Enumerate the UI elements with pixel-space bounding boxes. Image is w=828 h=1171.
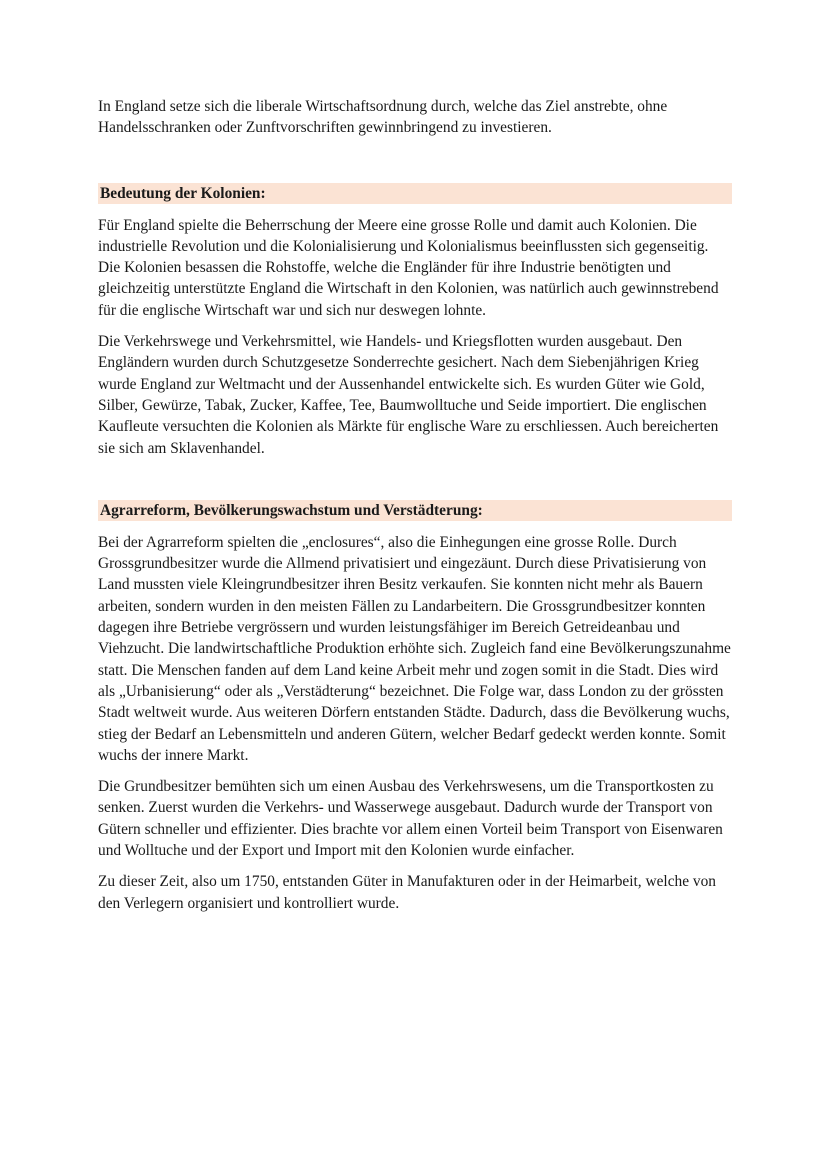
section-heading: Bedeutung der Kolonien: [98, 183, 732, 204]
section-agrarreform [98, 500, 732, 914]
section-kolonien [98, 183, 732, 459]
body-paragraph: Die Verkehrswege und Verkehrsmittel, wie Handels- und Kriegsflotten wurden ausgebaut. Den Engländern wurden durch Schutzgesetze Sonderrechte gesichert. Nach dem Siebenjährigen Krieg wurde England zur Weltmacht und der Aussenhandel entwickelte sich. Es wurden Güter wie Gold, Silber, Gewürze, Tabak, Zucker, Kaffee, Tee, Baumwolltuche und Seide importiert. Die englischen Kaufleute versuchten die Kolonien als Märkte für englische Ware zu erschliessen. Auch bereicherten sie sich am Sklavenhandel. [98, 333, 719, 457]
body-paragraph: Die Grundbesitzer bemühten sich um einen Ausbau des Verkehrswesens, um die Transportkosten zu senken. Zuerst wurden die Verkehrs- und Wasserwege ausgebaut. Dadurch wurde der Transport von Gütern schneller und effizienter. Dies brachte vor allem einen Vorteil beim Transport von Eisenwaren und Wolltuche und der Export und Import mit den Kolonien wurde einfacher. [98, 778, 723, 860]
document-page [98, 96, 732, 914]
body-paragraph: Zu dieser Zeit, also um 1750, entstanden Güter in Manufakturen oder in der Heimarbeit, welche von den Verlegern organisiert und kontrolliert wurde. [98, 873, 717, 912]
section-heading: Agrarreform, Bevölkerungswachstum und Verstädterung: [98, 500, 732, 521]
body-paragraph: Bei der Agrarreform spielten die „enclosures“, also die Einhegungen eine grosse Rolle. Durch Grossgrundbesitzer wurde die Allmend privatisiert und eingezäunt. Durch diese Privatisierung von Land mussten viele Kleingrundbesitzer ihren Besitz verkaufen. Sie konnten nicht mehr als Bauern arbeiten, sondern wurden in den meisten Fällen zu Landarbeitern. Die Grossgrundbesitzer konnten dagegen ihre Betriebe vergrössern und wurden leistungsfähiger im Bereich Getreideanbau und Viehzucht. Die landwirtschaftliche Produktion erhöhte sich. Zugleich fand eine Bevölkerungszunahme statt. Die Menschen fanden auf dem Land keine Arbeit mehr und zogen somit in die Stadt. Dies wird als „Urbanisierung“ oder als „Verstädterung“ bezeichnet. Die Folge war, dass London zu der grössten Stadt weltweit wurde. Aus weiteren Dörfern entstanden Städte. Dadurch, dass die Bevölkerung wuchs, stieg der Bedarf an Lebensmitteln und anderen Gütern, welcher Bedarf gedeckt werden konnte. Somit wuchs der innere Markt. [98, 533, 731, 764]
body-paragraph: Für England spielte die Beherrschung der Meere eine grosse Rolle und damit auch Kolonien. Die industrielle Revolution und die Kolonialisierung und Kolonialismus beeinflussten sich gegenseitig. Die Kolonien besassen die Rohstoffe, welche die Engländer für ihre Industrie benötigten und gleichzeitig unterstützte England die Wirtschaft in den Kolonien, was natürlich auch gewinnstrebend für die englische Wirtschaft war und sich nur deswegen lohnte. [98, 216, 719, 319]
intro-paragraph: In England setze sich die liberale Wirtschaftsordnung durch, welche das Ziel anstrebte, ohne Handelsschranken oder Zunftvorschriften gewinnbringend zu investieren. [98, 98, 668, 137]
